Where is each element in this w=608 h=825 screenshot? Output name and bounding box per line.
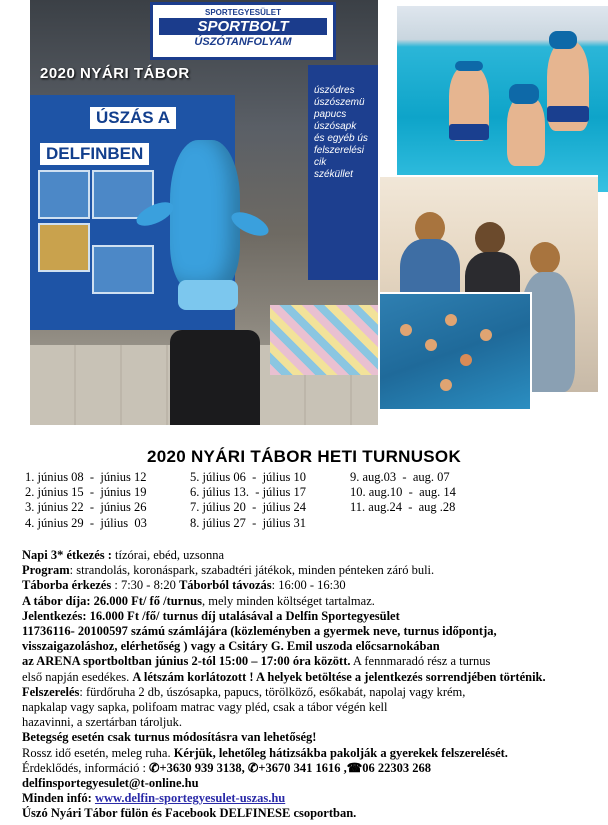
signup-location: az ARENA sportboltban június 2-tól 15:00 – 17:00 óra között.	[22, 654, 351, 669]
contact-label: Érdeklődés, információ :	[22, 760, 150, 775]
phone-numbers: ✆+3630 939 3138, ✆+3670 341 1616 ,☎06 22303 268	[149, 760, 432, 775]
signup-rest: A fennmaradó rész a turnus	[350, 654, 491, 669]
signup-due: első napján esedékes.	[22, 669, 133, 684]
email-line: delfinsportegyesulet@t-online.hu	[22, 776, 199, 791]
facebook-line: Úszó Nyári Tábor fülön és Facebook DELFINESE csoportban.	[22, 806, 357, 821]
turnus-column-1	[25, 470, 147, 531]
turnus-column-3	[350, 470, 456, 516]
program-line	[22, 563, 602, 578]
contact-line	[22, 761, 602, 776]
fee-amount: : 26.000 Ft/ fő /turnus	[86, 593, 202, 608]
swimmer	[460, 354, 472, 366]
turnus-item: 2. június 15 - június 19	[25, 485, 147, 500]
board-photo	[92, 245, 154, 294]
fee-note: , mely minden költséget tartalmaz.	[202, 593, 375, 608]
weather-line	[22, 746, 602, 761]
limited-places: A létszám korlátozott ! A helyek betöltése a jelentkezés sorrendjében történik.	[132, 669, 546, 684]
swim-cap	[509, 84, 539, 104]
turnus-item: 9. aug.03 - aug. 07	[350, 470, 450, 484]
turnus-item: 8. július 27 - július 31	[190, 515, 306, 530]
times-line	[22, 578, 602, 593]
meals-text: tízórai, ebéd, uzsonna	[111, 548, 225, 562]
departure-text: : 16:00 - 16:30	[271, 578, 346, 593]
turnus-item: 7. július 20 - július 24	[190, 500, 306, 515]
flowered-table	[270, 305, 378, 375]
signup-line-5	[22, 670, 602, 685]
photo-title: 2020 NYÁRI TÁBOR	[40, 65, 190, 82]
signup-line-4	[22, 654, 602, 669]
fee-label: A tábor díja	[22, 593, 87, 608]
signup-line-1: Jelentkezés: 16.000 Ft /fő/ turnus díj utalásával a Delfin Sportegyesület	[22, 608, 400, 623]
poster-line: papucs	[314, 109, 347, 120]
swim-cap	[549, 31, 577, 49]
board-photo	[38, 170, 90, 219]
shop-sign-line1: SPORTEGYESÜLET	[204, 8, 281, 17]
turnus-item: 11. aug.24 - aug .28	[350, 500, 456, 515]
illness-line: Betegség esetén csak turnus módosításra van lehetőség!	[22, 730, 317, 745]
shop-sign	[150, 2, 336, 60]
dolphin-stand	[178, 280, 238, 310]
shop-sign-line3: ÚSZÓTANFOLYAM	[194, 36, 292, 48]
turnus-item: 6. július 13. - július 17	[190, 485, 306, 500]
poster-line: felszerelési cik	[314, 145, 365, 168]
turnus-item: 4. június 29 - július 03	[25, 515, 147, 530]
backpack-note: Kérjük, lehetőleg hátizsákba pakolják a gyerekek felszerelését.	[173, 745, 508, 760]
turnus-item: 5. július 06 - július 10	[190, 470, 306, 484]
arrival-text: : 7:30 - 8:20	[111, 578, 179, 593]
weather-text: Rossz idő esetén, meleg ruha.	[22, 745, 174, 760]
fee-line	[22, 594, 602, 609]
swimmer	[425, 339, 437, 351]
swimmer	[480, 329, 492, 341]
meals-label: Napi 3* étkezés :	[22, 548, 112, 562]
poster-line: úszószemü	[314, 97, 365, 108]
equipment-label: Felszerelés	[22, 684, 80, 699]
departure-label: Táborból távozás	[178, 578, 272, 593]
child-head	[530, 242, 560, 274]
child-head	[475, 222, 505, 254]
board-photo	[38, 223, 90, 272]
equipment-line-2: napkalap vagy sapka, polifoam matrac vagy pléd, csak a tábor végén kell	[22, 700, 388, 715]
equipment-line-1	[22, 685, 602, 700]
poster-line: úszódres	[314, 85, 355, 96]
website-line	[22, 791, 602, 806]
signup-line-3: visszaigazoláshoz, elérhetőség ) vagy a Csitáry G. Emil uszoda előcsarnokában	[22, 639, 440, 654]
goggles	[455, 61, 483, 71]
equipment-text-1: : fürdőruha 2 db, úszósapka, papucs, törölköző, esőkabát, napolaj vagy krém,	[79, 684, 466, 699]
program-text: : strandolás, koronáspark, szabadtéri játékok, minden pénteken záró buli.	[69, 563, 435, 578]
inflatable-dolphin	[170, 140, 240, 290]
swimming-lesson-photo	[378, 292, 532, 411]
child	[507, 96, 545, 166]
poster-line: úszósapk	[314, 121, 357, 132]
equipment-line-3: hazavinni, a szertárban tároljuk.	[22, 715, 182, 730]
pool-kids-photo	[397, 6, 608, 192]
chair	[170, 330, 260, 425]
turnus-item: 1. június 08 - június 12	[25, 470, 147, 484]
arrival-label: Táborba érkezés	[22, 578, 112, 593]
swimmer	[445, 314, 457, 326]
sport-shop-photo	[30, 0, 378, 425]
signup-line-2: 11736116- 20100597 számú számlájára (közleményben a gyermek neve, turnus időpontja,	[22, 624, 497, 639]
poster-line: és egyéb ús	[314, 133, 368, 144]
turnus-item: 10. aug.10 - aug. 14	[350, 485, 456, 500]
board-banner-1: ÚSZÁS A	[90, 107, 176, 129]
board-banner-2: DELFINBEN	[40, 143, 149, 165]
program-label: Program	[22, 563, 70, 578]
swimmer	[440, 379, 452, 391]
turnus-item: 3. június 22 - június 26	[25, 500, 147, 515]
website-label: Minden infó:	[22, 791, 95, 806]
website-link[interactable]: www.delfin-sportegyesulet-uszas.hu	[94, 791, 286, 806]
swim-trunks	[449, 124, 489, 140]
shop-sign-line2: SPORTBOLT	[159, 18, 327, 35]
camp-info	[22, 548, 602, 822]
swimmer	[400, 324, 412, 336]
equipment-poster	[308, 65, 378, 280]
schedule-heading: 2020 NYÁRI TÁBOR HETI TURNUSOK	[146, 447, 462, 466]
swim-trunks	[547, 106, 589, 122]
poster-line: széküllet	[314, 169, 353, 180]
turnus-column-2	[190, 470, 306, 531]
meals-line	[22, 548, 602, 563]
